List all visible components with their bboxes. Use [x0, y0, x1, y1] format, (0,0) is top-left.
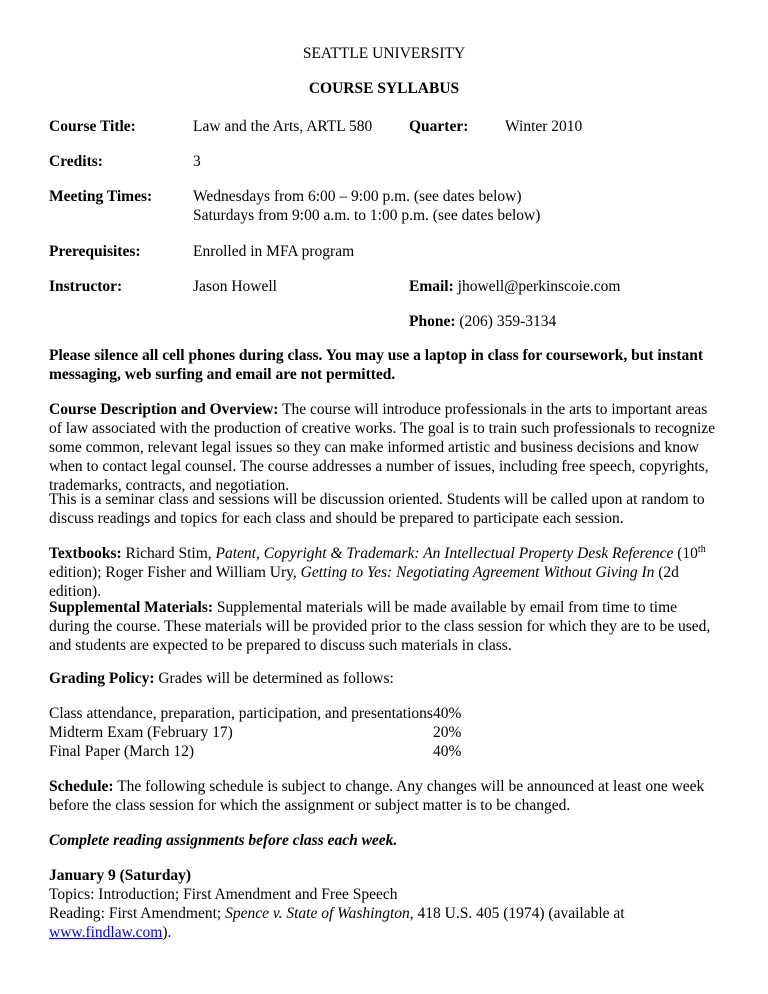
prerequisites-label: Prerequisites: [49, 243, 141, 260]
email-row [409, 278, 620, 297]
textbooks-edition1: (10 [673, 545, 698, 562]
findlaw-link[interactable]: www.findlaw.com [49, 923, 163, 941]
schedule-label: Schedule: [49, 778, 114, 795]
course-title-label: Course Title: [49, 118, 136, 135]
session-reading-citation: , 418 U.S. 405 (1974) (available at [409, 905, 625, 922]
textbook-title-1: Patent, Copyright & Trademark: An Intellectual Property Desk Reference [215, 545, 674, 562]
course-title-value: Law and the Arts, ARTL 580 [193, 118, 373, 135]
textbook-title-2: Getting to Yes: Negotiating Agreement Without Giving In [300, 563, 655, 581]
textbooks-author1: Richard Stim, [121, 545, 216, 562]
supplemental-text: Supplemental materials will be made available by email from time to time during the course. These materials will be provided prior to the class session for which they are to be used, and students are expected to be prepared to discuss such materials in class. [49, 599, 711, 654]
textbooks-author2: edition); Roger Fisher and William Ury, [49, 563, 301, 581]
seminar-paragraph: This is a seminar class and sessions will be discussion oriented. Students will be called upon at random to discuss readings and topics for each class and should be prepared to participate each session. [49, 491, 705, 527]
grading-weight: 40% [433, 705, 462, 722]
textbooks-paragraph [49, 545, 721, 602]
grading-item: Final Paper (March 12) [49, 743, 195, 760]
session-reading-prefix: Reading: First Amendment; [49, 905, 226, 922]
phone-value: (206) 359-3134 [459, 313, 557, 330]
university-name: SEATTLE UNIVERSITY [302, 45, 466, 62]
grading-item: Class attendance, preparation, participation, and presentations [49, 705, 433, 722]
session-reading [49, 905, 721, 943]
instructor-label: Instructor: [49, 278, 123, 295]
course-description-text: The course will introduce professionals in the arts to important areas of law associated with the production of creative works. The goal is to train such professionals to recognize some common, relevant legal issues so they can make informed artistic and business decisions and know when to contact legal counsel. The course addresses a number of issues, including free speech, copyrights, trademarks, contracts, and negotiation. [49, 401, 716, 494]
grading-weight: 40% [433, 743, 462, 760]
schedule-text: The following schedule is subject to change. Any changes will be announced at least one week before the class session for which the assignment or subject matter is to be changed. [49, 778, 705, 814]
session-date: January 9 (Saturday) [49, 867, 192, 884]
schedule-paragraph [49, 778, 721, 816]
email-label: Email: [409, 278, 454, 295]
textbooks-edition2: (2d edition). [49, 563, 679, 600]
quarter-label: Quarter: [409, 118, 469, 135]
credits-value: 3 [193, 153, 201, 170]
case-name: Spence v. State of Washington [225, 905, 410, 922]
supplemental-paragraph [49, 599, 721, 656]
textbooks-label: Textbooks: [49, 545, 122, 562]
session-topics: Topics: Introduction; First Amendment and Free Speech [49, 886, 398, 903]
meeting-times-line2: Saturdays from 9:00 a.m. to 1:00 p.m. (see dates below) [193, 207, 541, 224]
course-description [49, 401, 721, 496]
grading-item: Midterm Exam (February 17) [49, 724, 233, 741]
instructor-value: Jason Howell [193, 278, 277, 295]
phone-label: Phone: [409, 313, 456, 330]
textbooks-edition-sup: th [697, 543, 706, 555]
document-title: COURSE SYLLABUS [308, 80, 460, 97]
grading-policy [49, 670, 721, 689]
reading-note: Complete reading assignments before class each week. [49, 832, 398, 849]
supplemental-label: Supplemental Materials: [49, 599, 214, 616]
course-description-label: Course Description and Overview: [49, 401, 279, 418]
grading-weight: 20% [433, 724, 462, 741]
grading-label: Grading Policy: [49, 670, 155, 687]
session-reading-end: ). [162, 923, 172, 941]
email-value[interactable]: jhowell@perkinscoie.com [457, 278, 621, 295]
prerequisites-value: Enrolled in MFA program [193, 243, 355, 260]
meeting-times-label: Meeting Times: [49, 188, 153, 205]
meeting-times-line1: Wednesdays from 6:00 – 9:00 p.m. (see dates below) [193, 188, 522, 205]
grading-row [49, 724, 233, 743]
grading-row [49, 743, 194, 762]
grading-row [49, 705, 433, 724]
phone-row [409, 313, 556, 332]
quarter-value: Winter 2010 [505, 118, 583, 135]
classroom-notice: Please silence all cell phones during class. You may use a laptop in class for coursework, but instant messaging, web surfing and email are not permitted. [49, 347, 704, 383]
credits-label: Credits: [49, 153, 103, 170]
grading-text: Grades will be determined as follows: [154, 670, 394, 687]
